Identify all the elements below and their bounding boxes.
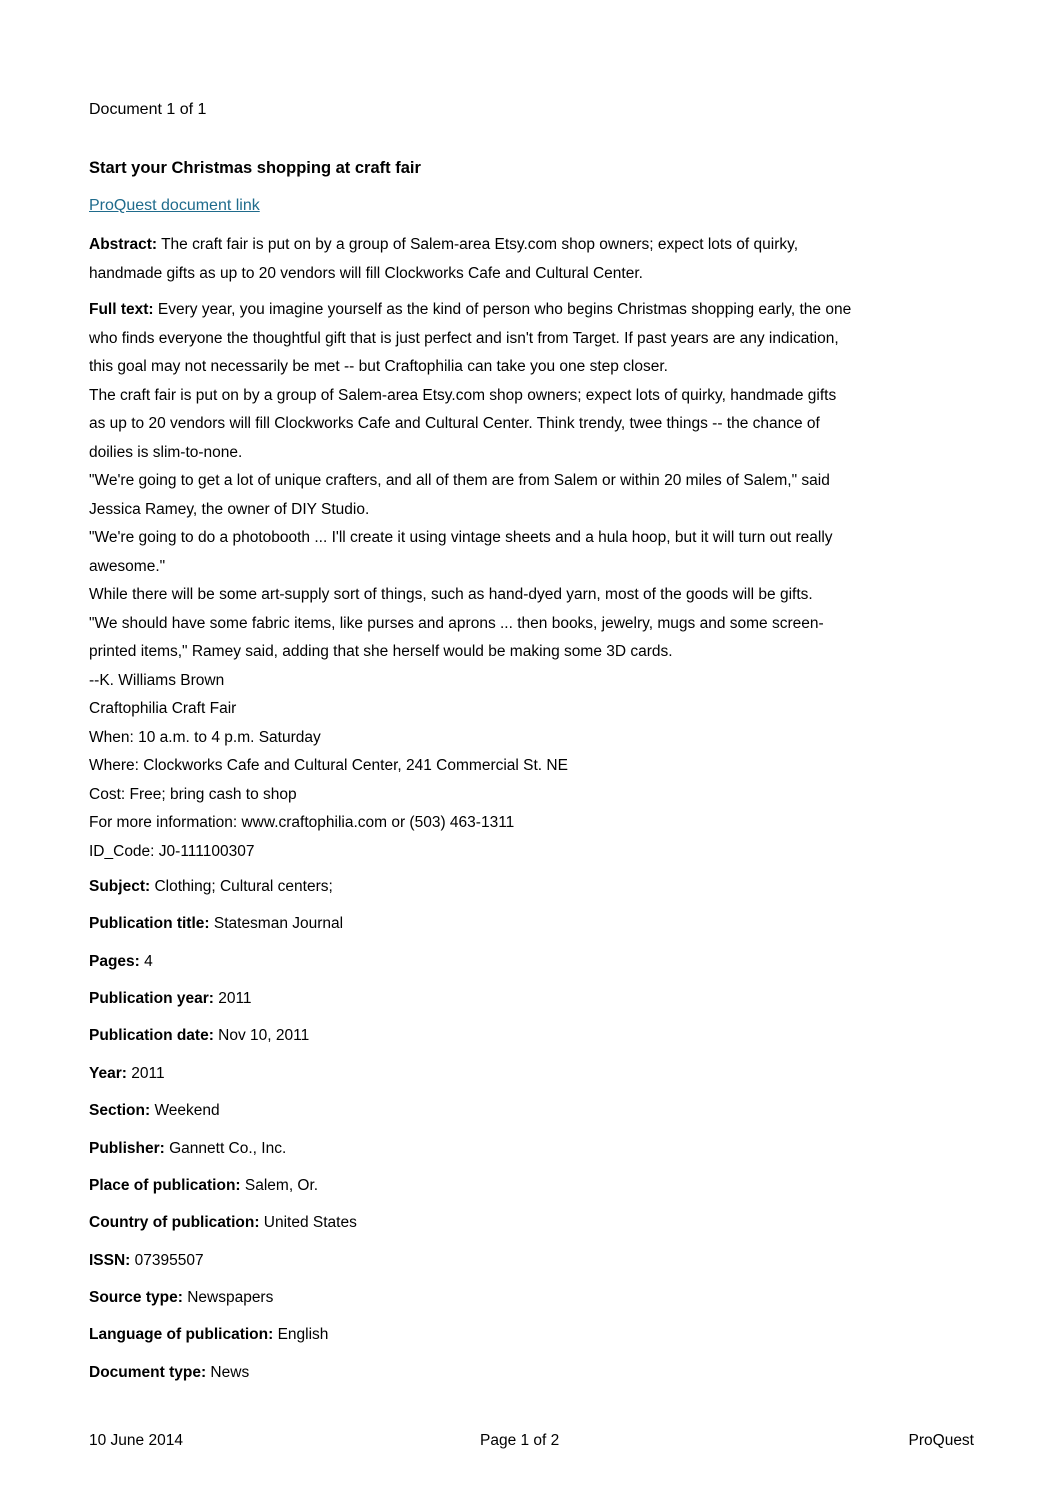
meta-publication-date bbox=[89, 1026, 309, 1046]
meta-year bbox=[89, 1064, 165, 1084]
meta-pages bbox=[89, 952, 153, 972]
meta-publication-title bbox=[89, 914, 343, 934]
meta-language-of-publication bbox=[89, 1325, 328, 1345]
meta-value: 2011 bbox=[213, 990, 252, 1007]
full-text-line: Cost: Free; bring cash to shop bbox=[89, 785, 297, 803]
footer-date: 10 June 2014 bbox=[89, 1432, 183, 1449]
full-text-line: "We should have some fabric items, like purses and aprons ... then books, jewelry, mugs and some screen- bbox=[89, 614, 824, 632]
full-text-line: as up to 20 vendors will fill Clockworks Cafe and Cultural Center. Think trendy, twee things -- the chance of bbox=[89, 415, 820, 432]
document-count: Document 1 of 1 bbox=[89, 101, 207, 118]
full-text-line: While there will be some art-supply sort of things, such as hand-dyed yarn, most of the goods will be gifts. bbox=[89, 586, 813, 603]
full-text-section bbox=[89, 296, 979, 866]
proquest-document-link[interactable]: ProQuest document link bbox=[89, 197, 260, 214]
full-text-line: this goal may not necessarily be met -- but Craftophilia can take you one step closer. bbox=[89, 358, 668, 375]
meta-label: Publication date: bbox=[89, 1027, 214, 1044]
abstract-section bbox=[89, 231, 979, 288]
meta-value: 07395507 bbox=[130, 1252, 204, 1269]
meta-value: Nov 10, 2011 bbox=[213, 1027, 310, 1044]
full-text-line: ID_Code: J0-111100307 bbox=[89, 842, 255, 860]
meta-value: Clothing; Cultural centers; bbox=[150, 878, 333, 895]
meta-country-of-publication bbox=[89, 1213, 357, 1233]
full-text-line: Where: Clockworks Cafe and Cultural Center, 241 Commercial St. NE bbox=[89, 757, 568, 774]
meta-value: 4 bbox=[139, 953, 153, 970]
meta-publisher bbox=[89, 1139, 286, 1159]
meta-label: Language of publication: bbox=[89, 1326, 274, 1343]
meta-subject bbox=[89, 877, 333, 897]
full-text-line: When: 10 a.m. to 4 p.m. Saturday bbox=[89, 728, 321, 746]
meta-publication-year bbox=[89, 989, 252, 1009]
meta-label: Year: bbox=[89, 1065, 127, 1082]
meta-value: Weekend bbox=[150, 1102, 220, 1119]
meta-section bbox=[89, 1101, 220, 1121]
meta-value: 2011 bbox=[126, 1065, 165, 1082]
full-text-line: "We're going to do a photobooth ... I'll create it using vintage sheets and a hula hoop, but it will turn out really bbox=[89, 529, 833, 546]
full-text-label: Full text: bbox=[89, 301, 154, 318]
full-text-line: "We're going to get a lot of unique crafters, and all of them are from Salem or within 20 miles of Salem," said bbox=[89, 472, 830, 489]
meta-document-type bbox=[89, 1363, 249, 1383]
meta-label: ISSN: bbox=[89, 1252, 131, 1269]
full-text-line bbox=[89, 296, 979, 325]
full-text-line: Craftophilia Craft Fair bbox=[89, 700, 237, 717]
full-text-line: For more information: www.craftophilia.com or (503) 463-1311 bbox=[89, 814, 515, 831]
abstract-line: handmade gifts as up to 20 vendors will fill Clockworks Cafe and Cultural Center. bbox=[89, 264, 643, 282]
meta-value: News bbox=[206, 1364, 250, 1381]
meta-label: Publication year: bbox=[89, 990, 214, 1007]
meta-issn bbox=[89, 1251, 204, 1271]
meta-value: Salem, Or. bbox=[240, 1177, 319, 1194]
document-title: Start your Christmas shopping at craft fair bbox=[89, 159, 421, 177]
meta-value: United States bbox=[259, 1214, 357, 1231]
meta-place-of-publication bbox=[89, 1176, 318, 1196]
meta-label: Publisher: bbox=[89, 1140, 165, 1157]
full-text-line: The craft fair is put on by a group of Salem-area Etsy.com shop owners; expect lots of quirky, handmade gifts bbox=[89, 386, 837, 404]
meta-label: Country of publication: bbox=[89, 1214, 260, 1231]
meta-label: Publication title: bbox=[89, 915, 210, 932]
full-text-line: awesome." bbox=[89, 557, 166, 575]
abstract-text: The craft fair is put on by a group of Salem-area Etsy.com shop owners; expect lots of quirky, bbox=[157, 236, 799, 253]
meta-label: Source type: bbox=[89, 1289, 183, 1306]
meta-label: Document type: bbox=[89, 1364, 207, 1381]
full-text-line: who finds everyone the thoughtful gift that is just perfect and isn't from Target. If past years are any indication, bbox=[89, 329, 839, 347]
full-text-line: --K. Williams Brown bbox=[89, 671, 225, 689]
meta-label: Pages: bbox=[89, 953, 140, 970]
full-text-line: Jessica Ramey, the owner of DIY Studio. bbox=[89, 500, 370, 518]
abstract-line bbox=[89, 231, 979, 260]
meta-value: English bbox=[273, 1326, 329, 1343]
footer-source: ProQuest bbox=[908, 1432, 974, 1449]
footer-page-number: Page 1 of 2 bbox=[480, 1432, 560, 1449]
meta-label: Section: bbox=[89, 1102, 151, 1119]
full-text-line: printed items," Ramey said, adding that she herself would be making some 3D cards. bbox=[89, 643, 673, 660]
full-text-first: Every year, you imagine yourself as the kind of person who begins Christmas shopping early, the one bbox=[153, 301, 852, 318]
full-text-line: doilies is slim-to-none. bbox=[89, 443, 243, 461]
abstract-label: Abstract: bbox=[89, 236, 158, 253]
meta-label: Subject: bbox=[89, 878, 151, 895]
meta-value: Newspapers bbox=[182, 1289, 274, 1306]
meta-value: Gannett Co., Inc. bbox=[164, 1140, 287, 1157]
meta-label: Place of publication: bbox=[89, 1177, 241, 1194]
meta-source-type bbox=[89, 1288, 273, 1308]
meta-value: Statesman Journal bbox=[209, 915, 344, 932]
